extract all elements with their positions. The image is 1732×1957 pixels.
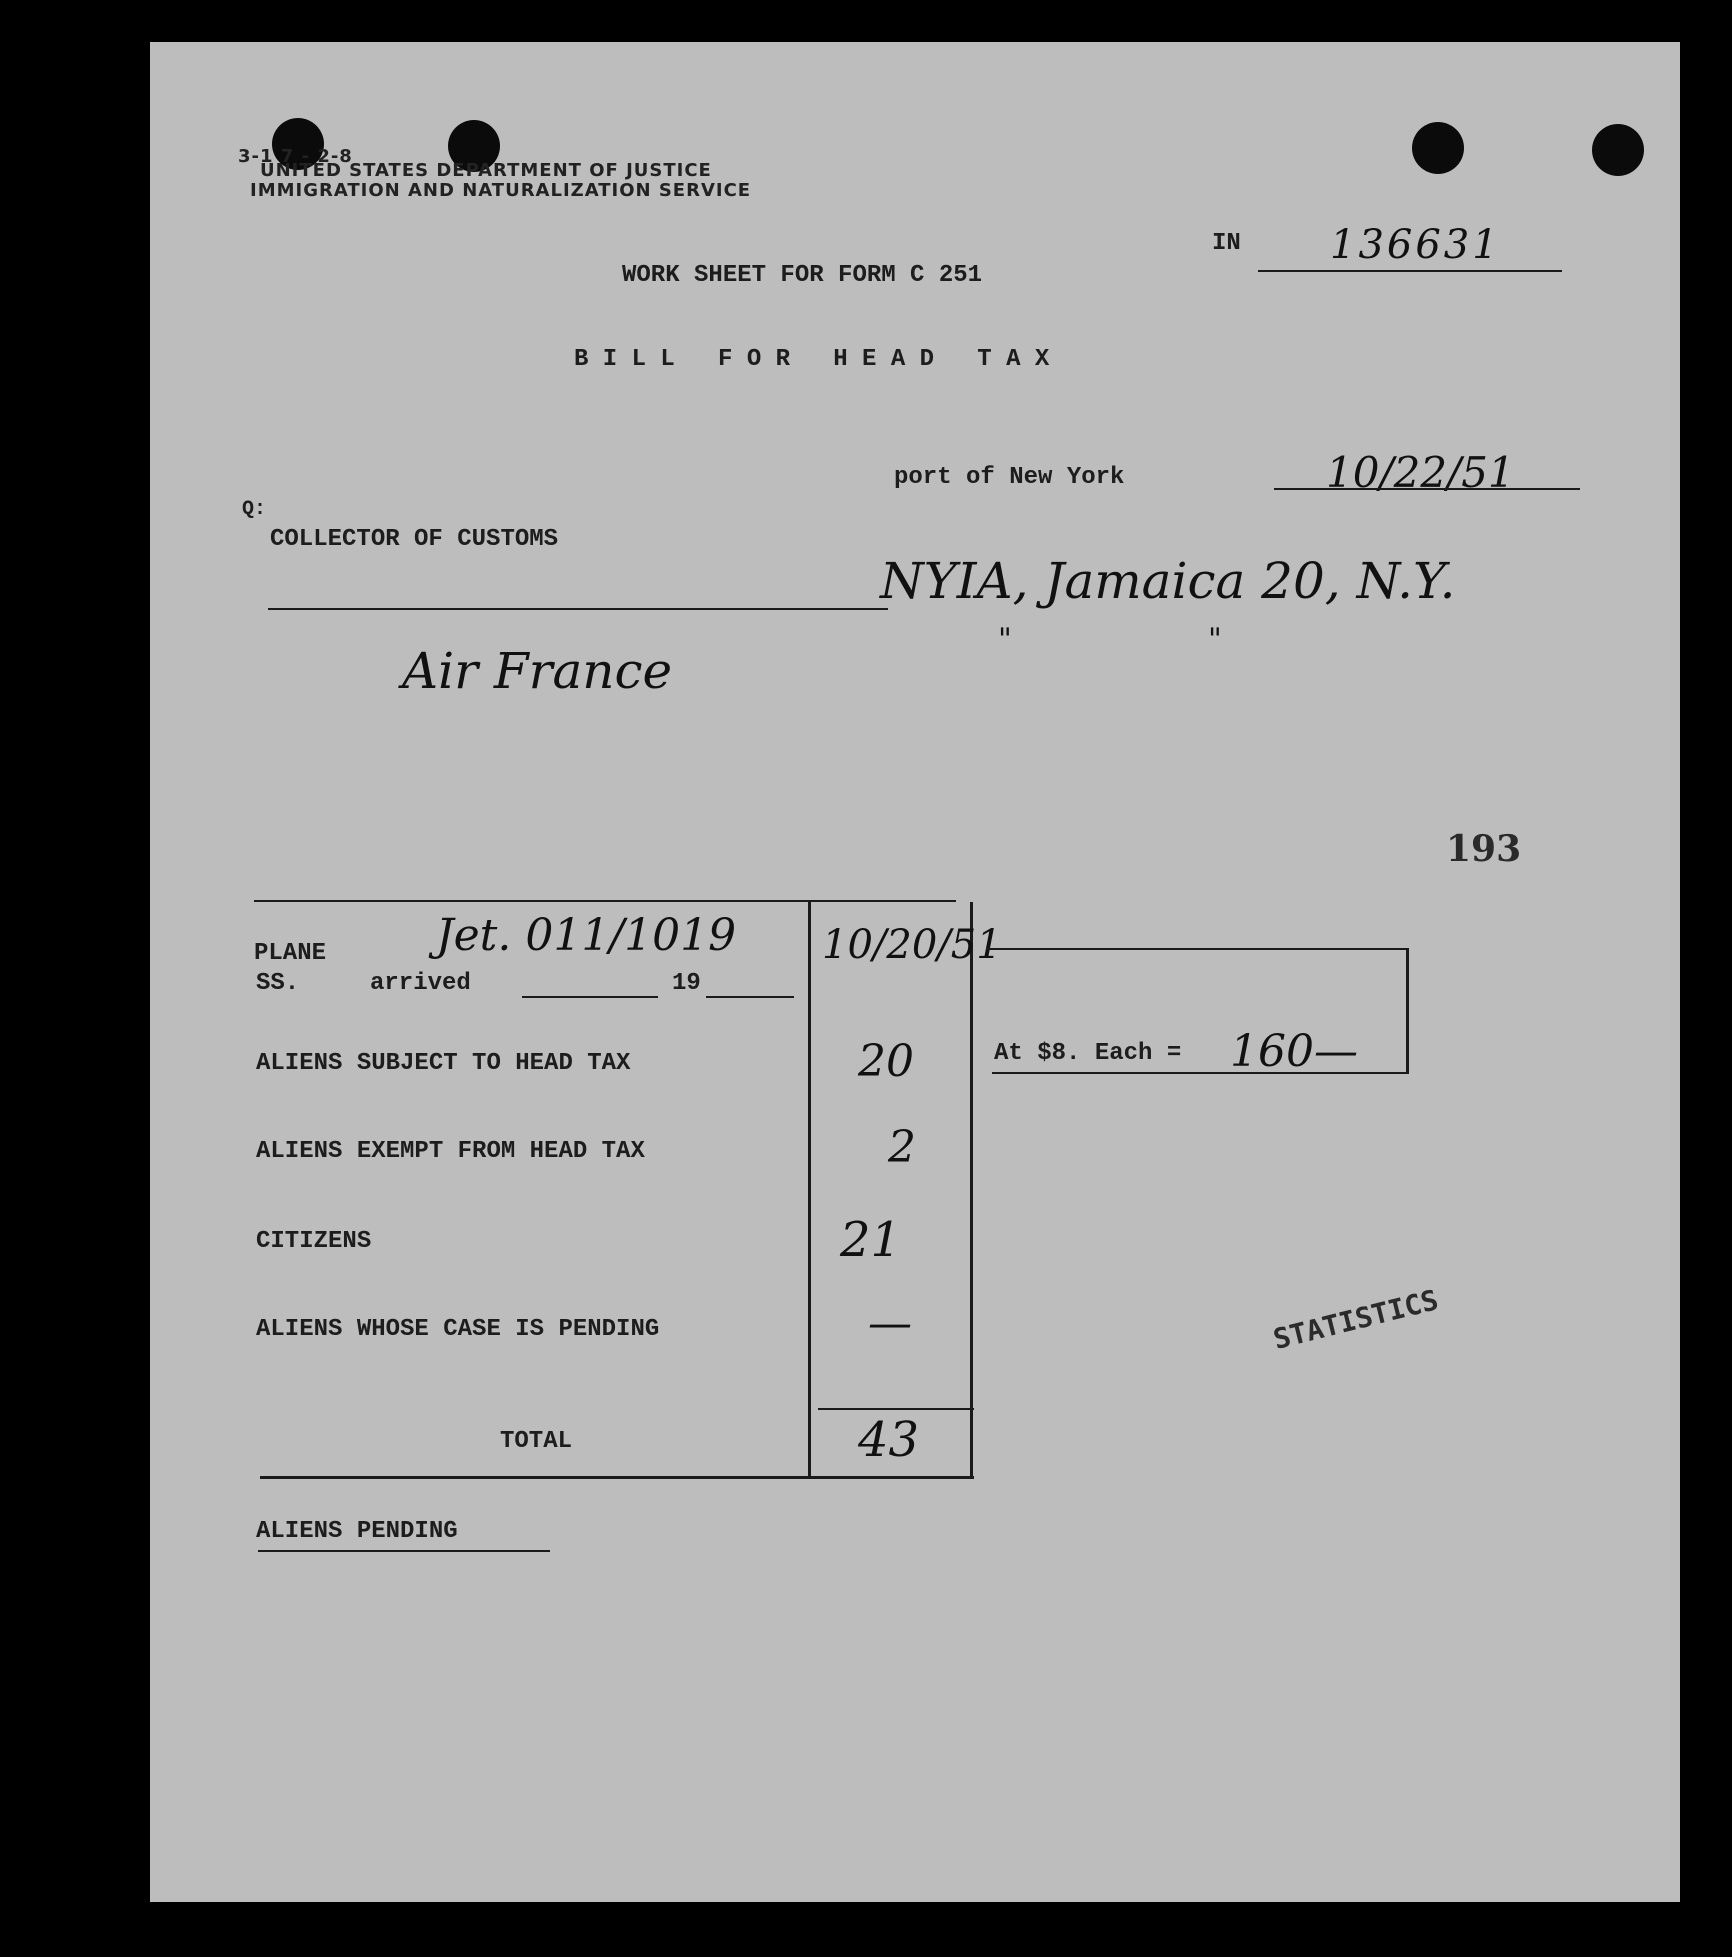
document-page	[150, 42, 1680, 1902]
flight-number: Jet. 011/1019	[436, 910, 737, 961]
rate-box-top	[986, 948, 1408, 950]
port-label: port of New York	[894, 464, 1125, 491]
worksheet-title: WORK SHEET FOR FORM C 251	[622, 262, 983, 289]
table-divider	[808, 900, 811, 1476]
in-number: 136631	[1330, 222, 1501, 268]
ss-label: SS.	[256, 970, 300, 997]
table-bottom-rule	[260, 1476, 974, 1479]
date-underline	[1274, 488, 1580, 490]
aliens-pending-case-value: —	[868, 1298, 912, 1349]
total-label: TOTAL	[500, 1428, 573, 1455]
rate-label: At $8. Each =	[994, 1040, 1182, 1067]
punch-hole	[1592, 124, 1644, 176]
total-value: 43	[858, 1412, 920, 1468]
collector-address: NYIA, Jamaica 20, N.Y.	[880, 552, 1456, 610]
punch-hole	[1412, 122, 1464, 174]
rate-amount: 160—	[1230, 1026, 1358, 1077]
statistics-stamp: STATISTICS	[1270, 1283, 1442, 1357]
page-number-stamp: 193	[1446, 828, 1522, 870]
arrived-label: arrived	[370, 970, 471, 997]
in-label: IN	[1212, 230, 1241, 257]
date: 10/22/51	[1326, 448, 1515, 497]
table-right-edge	[970, 902, 973, 1476]
total-rule	[818, 1408, 974, 1410]
table-top-rule	[254, 900, 956, 902]
aliens-subject-value: 20	[858, 1036, 914, 1087]
to-label: Q:	[242, 498, 267, 521]
citizens-value: 21	[840, 1212, 902, 1268]
form-code: 3-1 7 - 2-8	[238, 146, 353, 167]
aliens-pending-underline	[258, 1550, 550, 1552]
ditto-mark: "	[1208, 622, 1222, 657]
arrival-date: 10/20/51	[822, 922, 1002, 968]
aliens-subject-label: ALIENS SUBJECT TO HEAD TAX	[256, 1050, 631, 1077]
citizens-label: CITIZENS	[256, 1228, 372, 1255]
aliens-exempt-value: 2	[888, 1122, 916, 1173]
arrived-year-line	[706, 996, 794, 998]
aliens-pending-case-label: ALIENS WHOSE CASE IS PENDING	[256, 1316, 660, 1343]
aliens-pending-label: ALIENS PENDING	[256, 1518, 458, 1545]
service-line: IMMIGRATION AND NATURALIZATION SERVICE	[250, 180, 752, 201]
collector-label: COLLECTOR OF CUSTOMS	[270, 526, 559, 553]
ditto-mark: "	[998, 622, 1012, 657]
plane-label: PLANE	[254, 940, 327, 967]
department-line: UNITED STATES DEPARTMENT OF JUSTICE	[260, 160, 712, 181]
collector-underline	[268, 608, 888, 610]
arrived-day-line	[522, 996, 658, 998]
carrier-name: Air France	[402, 642, 673, 700]
bill-title: B I L L F O R H E A D T A X	[574, 346, 1050, 373]
year-prefix: 19	[672, 970, 701, 997]
rate-box-right	[1406, 948, 1409, 1074]
in-number-underline	[1258, 270, 1562, 272]
aliens-exempt-label: ALIENS EXEMPT FROM HEAD TAX	[256, 1138, 645, 1165]
